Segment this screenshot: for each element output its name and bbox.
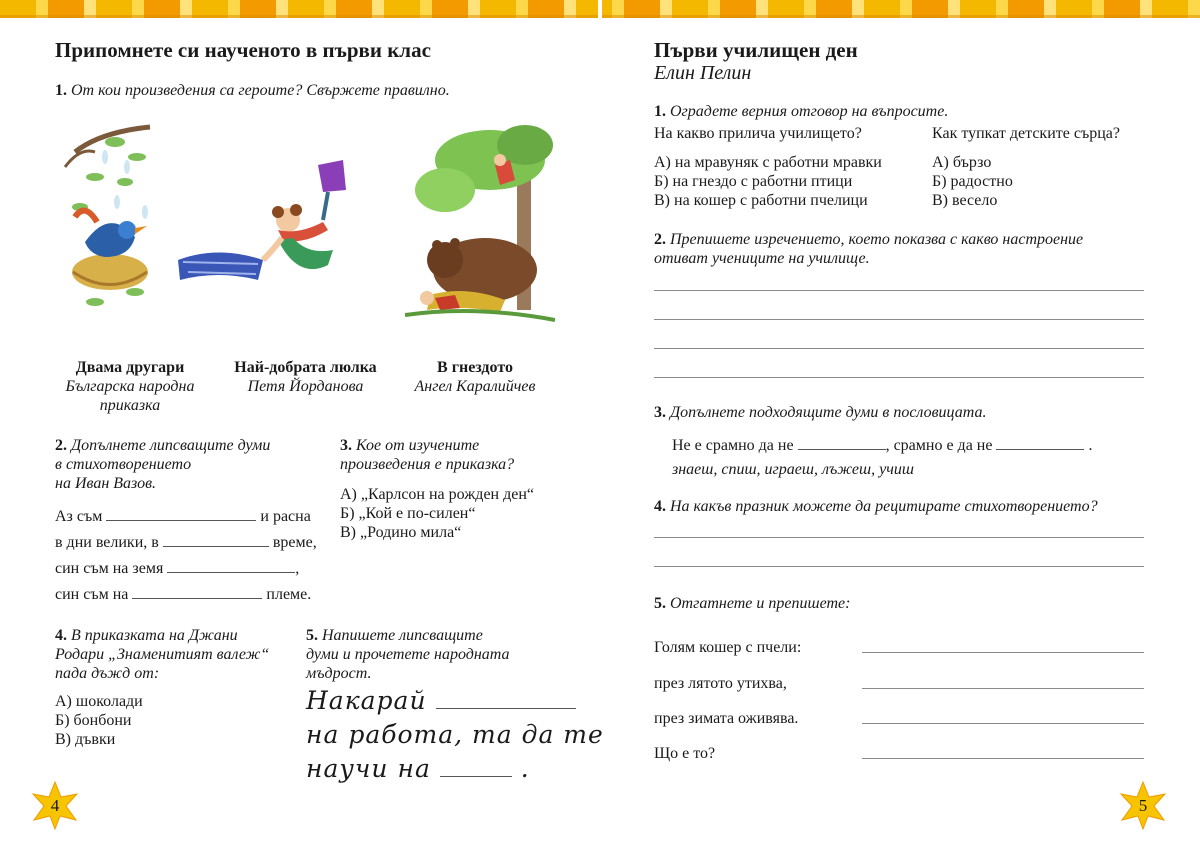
proverb-part-3: . — [1088, 437, 1093, 454]
riddle-line-3: през зимата оживява. — [654, 710, 799, 727]
riddle-line-4: Що е то? — [654, 745, 716, 762]
left-q4-option-a[interactable]: А) шоколади — [55, 693, 143, 710]
right-q1-col1-option-a[interactable]: А) на мравуняк с работни мравки — [654, 154, 882, 171]
proverb-part-2: , срамно е да не — [885, 437, 993, 454]
left-q2 — [55, 436, 270, 493]
right-q3-text: Допълнете подходящите думи в пословицата. — [670, 404, 987, 421]
right-q2 — [654, 230, 1083, 268]
right-q1-number: 1. — [654, 103, 666, 120]
left-q4-line1: В приказката на Джани — [71, 627, 238, 644]
right-q3-number: 3. — [654, 404, 666, 421]
poem-line-4-start: син съм на — [55, 586, 129, 603]
left-q2-number: 2. — [55, 437, 67, 454]
poem-line-4-end: племе. — [266, 586, 312, 603]
poem-blank-3[interactable] — [167, 560, 295, 573]
right-q1-col2-option-a[interactable]: А) бързо — [932, 154, 992, 171]
right-q5-number: 5. — [654, 595, 666, 612]
poem-line-1-end: и расна — [260, 508, 311, 525]
left-q3-number: 3. — [340, 437, 352, 454]
left-q1 — [55, 81, 450, 100]
left-q1-number: 1. — [55, 82, 67, 99]
poem-blank-4[interactable] — [132, 586, 262, 599]
poem-blank-1[interactable] — [106, 508, 256, 521]
right-q5-text: Отгатнете и препишете: — [670, 595, 851, 612]
right-q1-col1-question: На какво прилича училището? — [654, 125, 862, 142]
work-3-title: В гнездото — [437, 359, 513, 376]
right-q4-number: 4. — [654, 498, 666, 515]
left-q4-option-b[interactable]: Б) бонбони — [55, 712, 132, 729]
right-q2-number: 2. — [654, 231, 666, 248]
proverb-blank-a[interactable] — [798, 437, 886, 450]
poem-line-1-start: Аз съм — [55, 508, 103, 525]
left-q5-number: 5. — [306, 627, 318, 644]
left-q5-line3: мъдрост. — [306, 665, 372, 682]
left-q3-option-c[interactable]: В) „Родино мила“ — [340, 524, 462, 541]
riddle-line-2: през лятото утихва, — [654, 675, 787, 692]
left-q4-line3: пада дъжд от: — [55, 665, 160, 682]
right-q2-line2: отиват учениците на училище. — [654, 250, 870, 267]
work-3-author: Ангел Каралийчев — [414, 378, 536, 395]
work-1 — [50, 358, 210, 415]
right-q1-col1-options — [654, 153, 882, 210]
poem-line-3-end: , — [295, 560, 300, 577]
left-q1-text: От кои произведения са героите? Свържете правилно. — [71, 82, 450, 99]
left-page-title: Припомнете си наученото в първи клас — [55, 38, 431, 62]
proverb-blank-1[interactable] — [436, 694, 576, 709]
left-q3-option-b[interactable]: Б) „Кой е по-силен“ — [340, 505, 476, 522]
riddle-answer-line-1[interactable] — [862, 652, 1144, 653]
proverb-line-2: на работа, та да те — [306, 720, 604, 749]
work-1-author-line2: приказка — [99, 397, 161, 414]
proverb-blank-b[interactable] — [996, 437, 1084, 450]
poem-line-2-end: време, — [272, 534, 317, 551]
writing-line-q2-2[interactable] — [654, 319, 1144, 320]
swing-girl-illustration — [178, 160, 358, 290]
right-page-number-text: 5 — [1138, 796, 1148, 815]
right-q3 — [654, 403, 987, 422]
riddle-line-1: Голям кошер с пчели: — [654, 639, 802, 656]
left-q3-line2: произведения е приказка? — [340, 456, 515, 473]
proverb-line-1 — [306, 684, 604, 718]
left-page-number — [30, 780, 80, 830]
writing-line-q4-2[interactable] — [654, 566, 1144, 567]
riddle-answer-line-4[interactable] — [862, 758, 1144, 759]
proverb-part-1: Не е срамно да не — [672, 437, 794, 454]
work-2-title: Най-добрата люлка — [234, 359, 377, 376]
right-q1-col2-question: Как тупкат детските сърца? — [932, 125, 1120, 142]
proverb-line-3 — [306, 752, 604, 786]
work-3 — [395, 358, 555, 396]
right-q1-col1-option-c[interactable]: В) на кошер с работни пчелици — [654, 192, 868, 209]
page-gutter — [598, 0, 602, 18]
right-page-title: Първи училищен ден — [654, 38, 858, 62]
right-q5 — [654, 594, 850, 613]
poem-line-2 — [55, 530, 317, 556]
riddle-answer-line-3[interactable] — [862, 723, 1144, 724]
left-q2-line3: на Иван Вазов. — [55, 475, 157, 492]
proverb-sentence — [672, 436, 1092, 455]
right-q2-line1: Препишете изречението, което показва с какво настроение — [670, 231, 1084, 248]
proverb-line-1-text: Накарай — [306, 686, 427, 715]
right-page-number — [1118, 780, 1168, 830]
right-q4-text: На какъв празник можете да рецитирате стихотворението? — [670, 498, 1098, 515]
work-1-author-line1: Българска народна — [65, 378, 195, 395]
writing-line-q4-1[interactable] — [654, 537, 1144, 538]
right-q4 — [654, 497, 1098, 516]
poem-line-1 — [55, 504, 317, 530]
bear-tree-illustration — [405, 120, 555, 330]
left-q3 — [340, 436, 514, 474]
proverb-line-3-text: научи на — [306, 754, 431, 783]
left-q3-line1: Кое от изучените — [356, 437, 480, 454]
left-q2-line2: в стихотворението — [55, 456, 192, 473]
right-q1-col2-option-c[interactable]: В) весело — [932, 192, 998, 209]
left-q4 — [55, 626, 269, 683]
left-q3-options — [340, 485, 534, 542]
right-q1-col1-option-b[interactable]: Б) на гнездо с работни птици — [654, 173, 853, 190]
proverb-handwriting — [306, 684, 604, 786]
right-q1-col2-options — [932, 153, 1013, 210]
left-q2-line1: Допълнете липсващите думи — [71, 437, 271, 454]
proverb-line-3-end: . — [520, 754, 530, 783]
proverb-blank-2[interactable] — [440, 762, 512, 777]
writing-line-q2-4[interactable] — [654, 377, 1144, 378]
writing-line-q2-3[interactable] — [654, 348, 1144, 349]
right-q1 — [654, 102, 948, 121]
left-q5-line1: Напишете липсващите — [322, 627, 483, 644]
writing-line-q2-1[interactable] — [654, 290, 1144, 291]
poem-block — [55, 504, 317, 608]
poem-blank-2[interactable] — [163, 534, 269, 547]
left-q4-number: 4. — [55, 627, 67, 644]
poem-line-3 — [55, 556, 317, 582]
left-q4-line2: Родари „Знаменитият валеж“ — [55, 646, 270, 663]
left-q4-option-c[interactable]: В) дъвки — [55, 731, 116, 748]
poem-line-4 — [55, 582, 317, 608]
left-q5 — [306, 626, 510, 683]
work-2-author: Петя Йорданова — [247, 378, 364, 395]
right-q1-col2-option-b[interactable]: Б) радостно — [932, 173, 1013, 190]
bird-nest-illustration — [55, 122, 155, 322]
work-1-title: Двама другари — [75, 359, 185, 376]
left-q3-option-a[interactable]: А) „Карлсон на рожден ден“ — [340, 486, 535, 503]
left-q4-options — [55, 692, 143, 749]
poem-line-2-start: в дни велики, в — [55, 534, 159, 551]
right-page-author: Елин Пелин — [654, 62, 752, 84]
left-q5-line2: думи и прочетете народната — [306, 646, 510, 663]
poem-line-3-start: син съм на земя — [55, 560, 164, 577]
right-q1-text: Оградете верния отговор на въпросите. — [670, 103, 949, 120]
proverb-word-bank: знаеш, спиш, играеш, лъжеш, учиш — [672, 461, 914, 478]
work-2 — [218, 358, 393, 396]
riddle-answer-line-2[interactable] — [862, 688, 1144, 689]
left-page-number-text: 4 — [50, 796, 60, 815]
